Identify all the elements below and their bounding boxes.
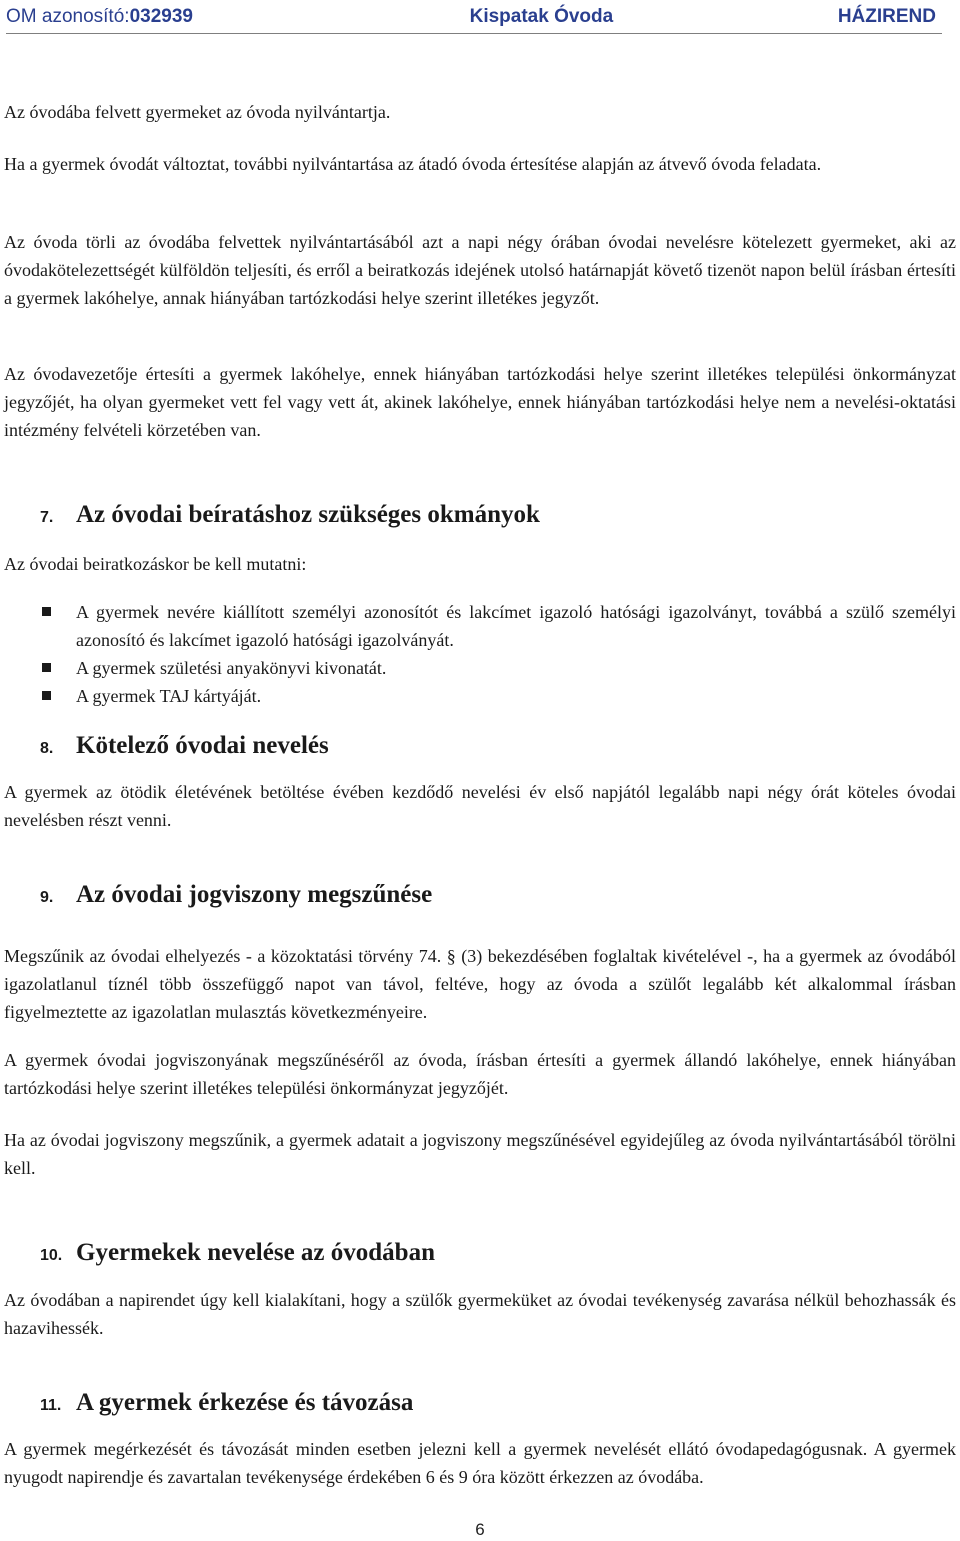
paragraph-transfer: Ha a gyermek óvodát változtat, további nyilvántartása az átadó óvoda értesítése alapján az átvevő óvoda feladata.	[4, 154, 822, 174]
paragraph-deletion: Az óvoda törli az óvodába felvettek nyilvántartásából azt a napi négy órában óvodai nevelésre kötelezett gyermeket, aki az óvodakötelezettségét külföldön teljesíti, és erről a beiratkozás idejének utolsó határnapját követő tizenöt napon belül írásban értesíti a gyermek lakóhelye, annak hiányában tartózkodási helye szerint illetékes jegyzőt.	[4, 232, 956, 308]
bullet-square-icon	[42, 607, 51, 616]
section-11-number: 11.	[40, 1397, 62, 1414]
page-header	[6, 4, 936, 30]
section-9-title: Az óvodai jogviszony megszűnése	[76, 881, 433, 908]
section-9-paragraph-2: A gyermek óvodai jogviszonyának megszűnéséről az óvoda, írásban értesíti a gyermek állandó lakóhelye, ennek hiányában tartózkodási helye szerint illetékes települési önkormányzat jegyzőjét.	[4, 1050, 956, 1098]
om-label: OM azonosító:	[6, 6, 130, 27]
list-item: A gyermek nevére kiállított személyi azonosítót és lakcímet igazoló hatósági igazolványt, továbbá a szülő személyi azonosító és lakcímet igazoló hatósági igazolványát.	[4, 598, 956, 654]
section-9-paragraph-1: Megszűnik az óvodai elhelyezés - a közoktatási törvény 74. § (3) bekezdésében foglaltak kivételével -, ha a gyermek az óvodából igazolatlanul tíznél több összefüggő napot van távol, feltéve, hogy az óvoda a szülőt legalább két alkalommal írásban figyelmeztette az igazolatlan mulasztás következményeire.	[4, 946, 956, 1022]
section-11-text: A gyermek megérkezését és távozását minden esetben jelezni kell a gyermek nevelését ellátó óvodapedagógusnak. A gyermek nyugodt napirendje és zavartalan tevékenysége érdekében 6 és 9 óra között érkezzen az óvodába.	[4, 1439, 956, 1487]
section-8-heading	[40, 731, 329, 764]
section-8-text: A gyermek az ötödik életévének betöltése évében kezdődő nevelési év első napjától legalább napi négy órát köteles óvodai nevelésben részt venni.	[4, 782, 956, 830]
page-number: 6	[475, 1520, 485, 1539]
bullet-square-icon	[42, 691, 51, 700]
header-rule	[6, 33, 942, 34]
section-10-title: Gyermekek nevelése az óvodában	[76, 1239, 435, 1266]
section-10-text: Az óvodában a napirendet úgy kell kialakítani, hogy a szülők gyermeküket az óvodai tevékenység zavarása nélkül behozhassák és hazavihessék.	[4, 1290, 956, 1338]
om-value: 032939	[129, 6, 193, 27]
paragraph-notification: Az óvodavezetője értesíti a gyermek lakóhelye, ennek hiányában tartózkodási helye szerint illetékes települési önkormányzat jegyzőjét, ha olyan gyermeket vett fel vagy vett át, akinek lakóhelye, ennek hiányában tartózkodási helye nem a nevelési-oktatási intézmény felvételi körzetében van.	[4, 364, 956, 440]
document-title: HÁZIREND	[837, 6, 936, 27]
section-9-paragraph-3: Ha az óvodai jogviszony megszűnik, a gyermek adatait a jogviszony megszűnésével egyidejűleg az óvoda nyilvántartásából törölni kell.	[4, 1130, 956, 1178]
section-9-number: 9.	[40, 889, 54, 906]
section-10-number: 10.	[40, 1247, 63, 1264]
section-7-intro: Az óvodai beiratkozáskor be kell mutatni:	[4, 554, 307, 574]
section-8-number: 8.	[40, 740, 54, 757]
section-10-heading	[40, 1238, 435, 1271]
section-9-heading	[40, 880, 432, 913]
bullet-square-icon	[42, 663, 51, 672]
paragraph-registration: Az óvodába felvett gyermeket az óvoda nyilvántartja.	[4, 102, 391, 122]
documents-list	[4, 598, 956, 710]
section-7-number: 7.	[40, 509, 54, 526]
section-11-title: A gyermek érkezése és távozása	[76, 1389, 414, 1416]
section-7-heading	[40, 500, 540, 533]
om-identifier	[6, 6, 193, 28]
school-name: Kispatak Óvoda	[469, 6, 614, 27]
section-11-heading	[40, 1388, 413, 1421]
section-7-title: Az óvodai beíratáshoz szükséges okmányok	[76, 501, 540, 528]
list-item: A gyermek születési anyakönyvi kivonatát.	[4, 654, 956, 682]
list-item: A gyermek TAJ kártyáját.	[4, 682, 956, 710]
section-8-title: Kötelező óvodai nevelés	[76, 732, 329, 759]
